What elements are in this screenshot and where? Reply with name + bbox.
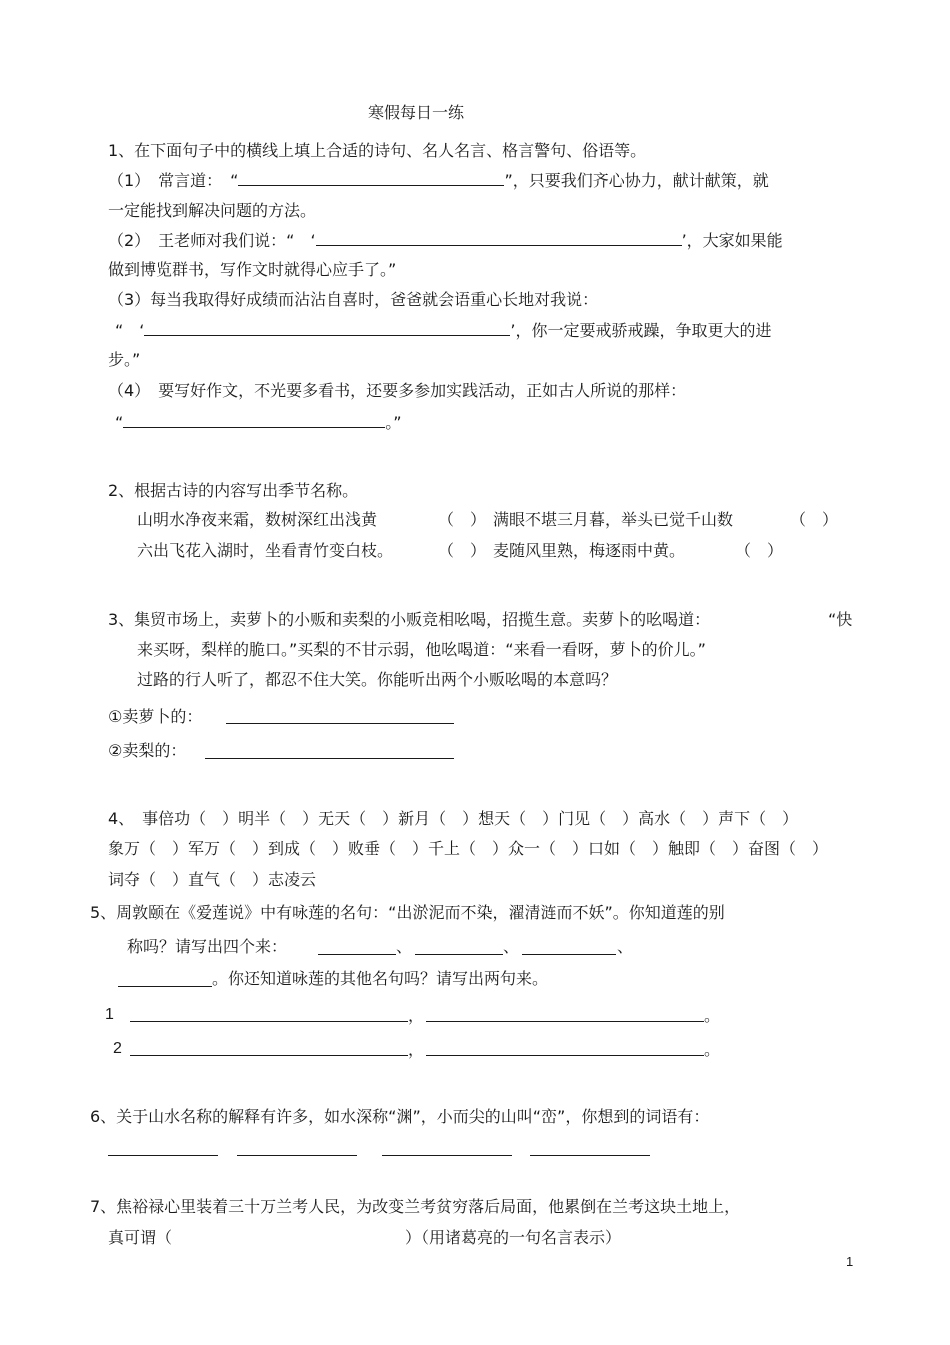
q5-verse-1-number: 1 (105, 1006, 114, 1023)
q2-poem-2: 满眼不堪三月暮，举头已觉千山数 (493, 510, 734, 529)
q3-line2: 来买呀，梨样的脆口。”买梨的不甘示弱，他吆喝道：“来看一看呀，萝卜的价儿。” (137, 640, 706, 659)
page-number: 1 (846, 1254, 854, 1269)
q1-item3-suffix: ’，你一定要戒骄戒躁，争取更大的进 (510, 321, 772, 340)
q2-poem-3: 六出飞花入湖时，坐看青竹变白枝。 (137, 541, 394, 560)
page-title: 寒假每日一练 (368, 103, 465, 122)
q1-item4-suffix: 。” (385, 413, 402, 432)
q1-item2-line2: 做到博览群书，写作文时就得心应手了。” (108, 260, 397, 279)
q1-item3-line2 (115, 320, 771, 341)
q1-item3-line3: 步。” (108, 350, 141, 369)
q5-sep-2: 、 (503, 937, 520, 956)
q2-bracket-1[interactable]: （ ） (438, 510, 487, 529)
q6-blank-2[interactable] (237, 1155, 357, 1156)
q1-item1-line2: 一定能找到解决问题的方法。 (108, 201, 317, 220)
q5-alias-blank-3[interactable] (522, 954, 616, 955)
q6-blank-4[interactable] (530, 1155, 650, 1156)
q1-item2-line1 (108, 230, 783, 251)
q5-verse-2-number: 2 (113, 1040, 122, 1057)
q1-item2-blank[interactable] (316, 230, 682, 246)
q1-item4-prefix: “ (115, 413, 124, 432)
q6-line1: 6、关于山水名称的解释有许多，如水深称“渊”，小而尖的山叫“峦”，你想到的词语有： (90, 1107, 710, 1126)
q3-answer-radish-label: ①卖萝卜的： (108, 707, 203, 726)
q5-sep-3: 、 (617, 937, 634, 956)
q1-item2-prefix: （2） 王老师对我们说：“ ‘ (108, 231, 316, 250)
q5-line1: 5、周敦颐在《爱莲说》中有咏莲的名句：“出淤泥而不染，濯清涟而不妖”。你知道莲的别 (90, 903, 725, 922)
q3-answer-radish-blank[interactable] (226, 723, 454, 724)
q1-item1-suffix: ”，只要我们齐心协力，献计献策，就 (504, 171, 769, 190)
q5-verse-1-blank-b[interactable] (426, 1021, 704, 1022)
q5-verse-1-comma: ， (408, 1006, 425, 1025)
q6-blank-3[interactable] (382, 1155, 512, 1156)
q3-line1-end: “快 (828, 610, 853, 629)
q2-intro: 2、根据古诗的内容写出季节名称。 (108, 481, 359, 500)
q1-intro: 1、在下面句子中的横线上填上合适的诗句、名人名言、格言警句、俗语等。 (108, 141, 647, 160)
q1-item2-suffix: ’，大家如果能 (681, 231, 783, 250)
q4-line1: 4、 事倍功（ ）明半（ ）无天（ ）新月（ ）想天（ ）门见（ ）高水（ ）声下（ ） (108, 809, 799, 828)
q3-line3: 过路的行人听了，都忍不住大笑。你能听出两个小贩吆喝的本意吗？ (137, 670, 618, 689)
q7-line2-prefix: 真可谓（ (108, 1228, 173, 1247)
q5-verse-1-end: 。 (704, 1006, 721, 1025)
q5-verse-2-comma: ， (408, 1040, 425, 1059)
q1-item1-blank[interactable] (238, 170, 504, 186)
q2-bracket-3[interactable]: （ ） (438, 541, 487, 560)
q1-item1-prefix: （1） 常言道： “ (108, 171, 239, 190)
q1-item4-line1: （4） 要写好作文，不光要多看书，还要多参加实践活动，正如古人所说的那样： (108, 381, 687, 400)
q1-item3-prefix: “ ‘ (115, 321, 145, 340)
q2-poem-1: 山明水净夜来霜，数树深红出浅黄 (137, 510, 378, 529)
q1-item3-blank[interactable] (144, 320, 510, 336)
q3-answer-pear-blank[interactable] (205, 758, 454, 759)
q5-verse-1-blank-a[interactable] (130, 1021, 408, 1022)
q1-item4-blank[interactable] (123, 412, 385, 428)
q7-line2-suffix: ）（用诸葛亮的一句名言表示） (405, 1228, 622, 1247)
q3-answer-pear-label: ②卖梨的： (108, 741, 187, 760)
q2-poem-4: 麦随风里熟，梅逐雨中黄。 (493, 541, 686, 560)
q5-alias-blank-4[interactable] (118, 986, 212, 987)
q5-sep-1: 、 (396, 937, 413, 956)
q2-bracket-2[interactable]: （ ） (790, 510, 839, 529)
q1-item4-line2 (115, 412, 402, 433)
q4-line3: 词夺（ ）直气（ ）志凌云 (108, 870, 317, 889)
q5-line2-label: 称吗？请写出四个来： (127, 937, 288, 956)
q5-verse-2-end: 。 (704, 1040, 721, 1059)
q5-alias-blank-2[interactable] (415, 954, 503, 955)
q5-alias-blank-1[interactable] (318, 954, 396, 955)
q7-line1: 7、焦裕禄心里装着三十万兰考人民，为改变兰考贫穷落后局面，他累倒在兰考这块土地上， (90, 1197, 741, 1216)
q3-line1: 3、集贸市场上，卖萝卜的小贩和卖梨的小贩竞相吆喝，招揽生意。卖萝卜的吆喝道： (108, 610, 711, 629)
q5-verse-2-blank-b[interactable] (426, 1055, 704, 1056)
q5-line3: 。你还知道咏莲的其他名句吗？请写出两句来。 (212, 969, 549, 988)
q1-item1-line1 (108, 170, 769, 191)
q1-item3-line1: （3）每当我取得好成绩而沾沾自喜时，爸爸就会语重心长地对我说： (108, 290, 599, 309)
q6-blank-1[interactable] (108, 1155, 218, 1156)
q4-line2: 象万（ ）军万（ ）到成（ ）败垂（ ）千上（ ）众一（ ）口如（ ）触即（ ）奋图（ ） (108, 839, 829, 858)
q2-bracket-4[interactable]: （ ） (735, 541, 784, 560)
q5-verse-2-blank-a[interactable] (130, 1055, 408, 1056)
